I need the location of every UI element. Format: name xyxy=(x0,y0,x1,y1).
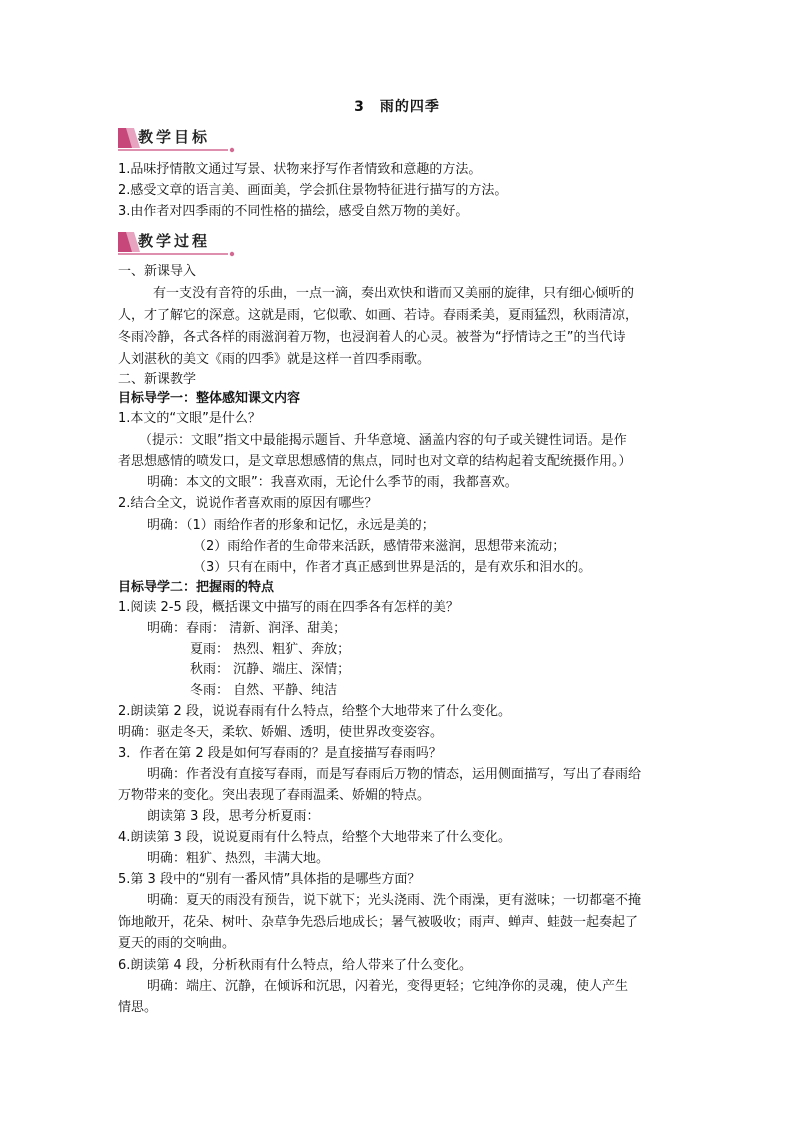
answer-line: 明确：驱走冬天，柔软、娇媚、透明，使世界改变姿容。 xyxy=(118,725,444,740)
answer-line: 夏天的雨的交响曲。 xyxy=(118,936,236,951)
question-line: 2.朗读第 2 段，说说春雨有什么特点，给整个大地带来了什么变化。 xyxy=(118,704,511,719)
answer-line: （3）只有在雨中，作者才真正感到世界是活的，是有欢乐和泪水的。 xyxy=(193,560,592,575)
answer-line: 冬雨： 自然、平静、纯洁 xyxy=(190,683,338,698)
question-line: 1.阅读 2-5 段，概括课文中描写的雨在四季各有怎样的美？ xyxy=(118,600,459,615)
answer-line: 明确：夏天的雨没有预告，说下就下；光头浇雨、洗个雨澡，更有滋味；一切都毫不掩 xyxy=(147,893,642,908)
section-header-objectives xyxy=(116,124,256,154)
goal-heading: 目标导学二：把握雨的特点 xyxy=(118,580,275,595)
question-line: 2.结合全文，说说作者喜欢雨的原因有哪些？ xyxy=(118,496,378,511)
answer-line: 明确：本文的文眼”：我喜欢雨，无论什么季节的雨，我都喜欢。 xyxy=(147,475,518,490)
section-label: 教学过程 xyxy=(138,232,211,250)
paragraph-line: 人，才了解它的深意。这就是雨，它似歌、如画、若诗。春雨柔美，夏雨猛烈，秋雨清凉， xyxy=(118,308,639,323)
answer-line: 万物带来的变化。突出表现了春雨温柔、娇媚的特点。 xyxy=(118,788,431,803)
answer-line: 饰地敞开，花朵、树叶、杂草争先恐后地成长；暑气被吸收；雨声、蝉声、蛙鼓一起奏起了 xyxy=(118,915,639,930)
answer-line: 情思。 xyxy=(118,1000,158,1015)
question-line: 1.本文的“文眼”是什么？ xyxy=(118,411,261,426)
answer-line: 明确：粗犷、热烈，丰满大地。 xyxy=(147,851,330,866)
answer-line: 秋雨： 沉静、端庄、深情； xyxy=(190,662,351,677)
objective-line: 2.感受文章的语言美、画面美，学会抓住景物特征进行描写的方法。 xyxy=(118,183,508,198)
answer-line: 夏雨： 热烈、粗犷、奔放； xyxy=(190,642,351,657)
question-line: 5.第 3 段中的“别有一番风情”具体指的是哪些方面？ xyxy=(118,872,421,887)
page-title: 3 雨的四季 xyxy=(354,99,440,115)
paragraph-line: 人刘湛秋的美文《雨的四季》就是这样一首四季雨歌。 xyxy=(118,352,431,367)
question-line: 6.朗读第 4 段，分析秋雨有什么特点，给人带来了什么变化。 xyxy=(118,958,472,973)
section-header-process xyxy=(116,228,256,258)
answer-line: 明确：端庄、沉静，在倾诉和沉思，闪着光，变得更轻；它纯净你的灵魂，使人产生 xyxy=(147,979,629,994)
heading-line: 一、新课导入 xyxy=(118,264,197,279)
section-label: 教学目标 xyxy=(138,128,211,146)
objective-line: 1.品味抒情散文通过写景、状物来抒写作者情致和意趣的方法。 xyxy=(118,162,482,177)
answer-line: （2）雨给作者的生命带来活跃，感情带来滋润，思想带来流动； xyxy=(193,539,566,554)
answer-line: 明确：作者没有直接写春雨，而是写春雨后万物的情态，运用侧面描写，写出了春雨给 xyxy=(147,767,642,782)
objective-line: 3.由作者对四季雨的不同性格的描绘，感受自然万物的美好。 xyxy=(118,204,469,219)
answer-line: 明确：春雨： 清新、润泽、甜美； xyxy=(147,621,347,636)
paragraph-line: 有一支没有音符的乐曲，一点一滴，奏出欢快和谐而又美丽的旋律，只有细心倾听的 xyxy=(153,286,635,301)
question-line: 3．作者在第 2 段是如何写春雨的？是直接描写春雨吗？ xyxy=(118,746,442,761)
goal-heading: 目标导学一：整体感知课文内容 xyxy=(118,391,301,406)
paragraph-line: 冬雨冷静，各式各样的雨滋润着万物，也浸润着人的心灵。被誉为“抒情诗之王”的当代诗 xyxy=(118,330,626,345)
paragraph-line: 朗读第 3 段，思考分析夏雨： xyxy=(147,809,320,824)
question-line: 4.朗读第 3 段，说说夏雨有什么特点，给整个大地带来了什么变化。 xyxy=(118,830,511,845)
answer-line: 明确：（1）雨给作者的形象和记忆，永远是美的； xyxy=(147,518,435,533)
heading-line: 二、新课教学 xyxy=(118,372,197,387)
hint-line: 者思想感情的喷发口，是文章思想感情的焦点，同时也对文章的结构起着支配统摄作用。） xyxy=(118,454,632,469)
hint-line: （提示：文眼”指文中最能揭示题旨、升华意境、涵盖内容的句子或关键性词语。是作 xyxy=(139,433,627,448)
